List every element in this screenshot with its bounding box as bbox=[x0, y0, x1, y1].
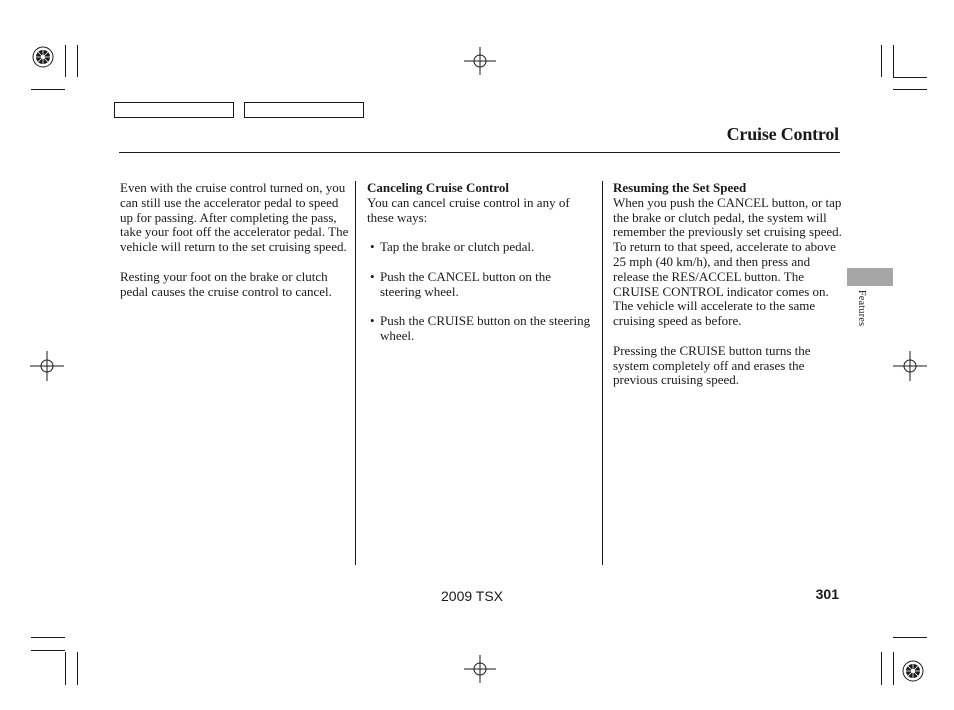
page-number: 301 bbox=[815, 586, 839, 602]
list-item-text: Push the CRUISE button on the steering wheel. bbox=[380, 313, 591, 343]
list-item bbox=[367, 270, 592, 300]
crop-line bbox=[77, 45, 78, 77]
paragraph: You can cancel cruise control in any of these ways: bbox=[367, 194, 570, 225]
crop-line bbox=[893, 637, 927, 638]
list-item-text: Tap the brake or clutch pedal. bbox=[380, 239, 535, 255]
crop-line bbox=[893, 77, 927, 78]
paragraph: Even with the cruise control turned on, you can still use the accelerator pedal to speed up for passing. After completing the pass, take your foot off the accelerator pedal. The vehicle will return to the set cruising speed. bbox=[120, 180, 349, 255]
page-title: Cruise Control bbox=[726, 124, 839, 144]
crosshair-icon bbox=[893, 351, 927, 381]
crop-line bbox=[881, 45, 882, 77]
paragraph: When you push the CANCEL button, or tap the brake or clutch pedal, the system will remember the previously set cruising speed. To return to that speed, accelerate to above 25 mph (40 km/h), and then press and release the RES/ACCEL button. The CRUISE CONTROL indicator comes on. The vehicle will accelerate to the same cruising speed as before. bbox=[613, 194, 842, 329]
crosshair-icon bbox=[464, 47, 496, 75]
left-column bbox=[120, 181, 350, 299]
crop-line bbox=[65, 45, 66, 77]
footer-model: 2009 TSX bbox=[441, 588, 504, 604]
list-item-text: Push the CANCEL button on the steering wheel. bbox=[380, 268, 552, 299]
section-tab-marker bbox=[847, 268, 893, 286]
bullet-icon: • bbox=[370, 239, 375, 255]
crosshair-icon bbox=[464, 655, 496, 683]
crop-line bbox=[65, 652, 66, 685]
section-heading: Canceling Cruise Control bbox=[367, 180, 510, 195]
list-item bbox=[367, 314, 592, 344]
crop-line bbox=[893, 89, 927, 90]
paragraph: Resting your foot on the brake or clutch pedal causes the cruise control to cancel. bbox=[120, 268, 332, 299]
crosshair-icon bbox=[30, 351, 64, 381]
crop-line bbox=[31, 650, 65, 651]
middle-column bbox=[367, 181, 592, 344]
crop-line bbox=[881, 652, 882, 685]
right-column bbox=[613, 181, 843, 388]
column-divider bbox=[602, 181, 603, 565]
header-tab-box bbox=[244, 102, 364, 118]
crop-line bbox=[31, 89, 65, 90]
registration-target-icon bbox=[32, 46, 54, 68]
section-tab-label: Features bbox=[856, 290, 867, 327]
title-rule bbox=[119, 152, 840, 153]
header-tab-box bbox=[114, 102, 234, 118]
crop-line bbox=[893, 45, 894, 77]
list-item bbox=[367, 240, 592, 255]
bullet-icon: • bbox=[370, 313, 375, 329]
bullet-icon: • bbox=[370, 268, 375, 284]
crop-line bbox=[893, 652, 894, 685]
registration-target-icon bbox=[902, 660, 924, 682]
section-heading: Resuming the Set Speed bbox=[613, 180, 747, 195]
crop-line bbox=[77, 652, 78, 685]
paragraph: Pressing the CRUISE button turns the system completely off and erases the previous cruising speed. bbox=[613, 342, 811, 388]
crop-line bbox=[31, 637, 65, 638]
column-divider bbox=[355, 181, 356, 565]
